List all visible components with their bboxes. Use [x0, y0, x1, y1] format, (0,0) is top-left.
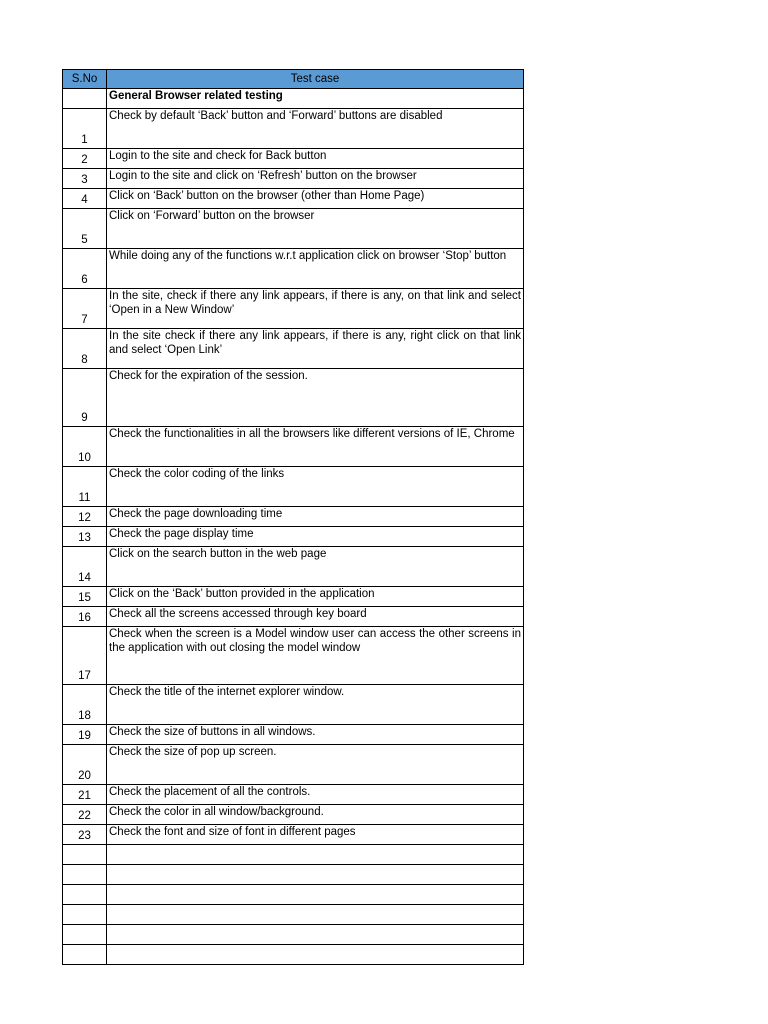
- table-row: [63, 329, 524, 369]
- test-case-cell: In the site check if there any link appears, if there is any, right click on that link and select ‘Open Link’: [107, 329, 524, 369]
- table-row: [63, 109, 524, 149]
- test-case-cell: Check the font and size of font in different pages: [107, 825, 524, 845]
- test-case-cell: Check the page downloading time: [107, 507, 524, 527]
- table-row: [63, 467, 524, 507]
- test-case-cell: Check the size of buttons in all windows.: [107, 725, 524, 745]
- test-case-column-header: Test case: [107, 70, 524, 89]
- sno-cell: 19: [63, 725, 107, 745]
- empty-cell: [107, 885, 524, 905]
- sno-cell: 7: [63, 289, 107, 329]
- empty-row: [63, 845, 524, 865]
- test-case-cell: Click on the ‘Back’ button provided in the application: [107, 587, 524, 607]
- empty-cell: [63, 845, 107, 865]
- sno-cell: 14: [63, 547, 107, 587]
- table-row: [63, 745, 524, 785]
- test-case-cell: Check the title of the internet explorer window.: [107, 685, 524, 725]
- test-case-cell: Check by default ‘Back’ button and ‘Forward’ buttons are disabled: [107, 109, 524, 149]
- sno-cell: 5: [63, 209, 107, 249]
- test-case-table: [62, 69, 524, 965]
- table-row: [63, 427, 524, 467]
- table-row: [63, 825, 524, 845]
- table-row: [63, 289, 524, 329]
- sno-cell: 9: [63, 369, 107, 427]
- sno-cell: 22: [63, 805, 107, 825]
- empty-cell: [63, 945, 107, 965]
- sno-cell: 3: [63, 169, 107, 189]
- test-case-cell: Check the color coding of the links: [107, 467, 524, 507]
- section-title: General Browser related testing: [107, 89, 524, 109]
- empty-cell: [63, 925, 107, 945]
- test-case-cell: Click on ‘Forward’ button on the browser: [107, 209, 524, 249]
- table-row: [63, 607, 524, 627]
- table-row: [63, 547, 524, 587]
- sno-cell: 17: [63, 627, 107, 685]
- sno-cell: 1: [63, 109, 107, 149]
- test-case-cell: Check the placement of all the controls.: [107, 785, 524, 805]
- section-row: [63, 89, 524, 109]
- sno-cell: 20: [63, 745, 107, 785]
- table-row: [63, 527, 524, 547]
- section-sno-cell: [63, 89, 107, 109]
- empty-cell: [63, 905, 107, 925]
- empty-cell: [63, 865, 107, 885]
- test-case-cell: Check the functionalities in all the browsers like different versions of IE, Chrome: [107, 427, 524, 467]
- test-case-cell: Login to the site and check for Back button: [107, 149, 524, 169]
- sno-cell: 15: [63, 587, 107, 607]
- table-row: [63, 725, 524, 745]
- empty-row: [63, 905, 524, 925]
- table-row: [63, 209, 524, 249]
- empty-row: [63, 925, 524, 945]
- test-case-cell: Login to the site and click on ‘Refresh’ button on the browser: [107, 169, 524, 189]
- test-case-cell: Click on ‘Back’ button on the browser (other than Home Page): [107, 189, 524, 209]
- sno-cell: 13: [63, 527, 107, 547]
- table-row: [63, 587, 524, 607]
- table-row: [63, 249, 524, 289]
- table-row: [63, 369, 524, 427]
- empty-cell: [63, 885, 107, 905]
- sno-cell: 2: [63, 149, 107, 169]
- sno-cell: 4: [63, 189, 107, 209]
- empty-row: [63, 865, 524, 885]
- test-case-cell: Check all the screens accessed through key board: [107, 607, 524, 627]
- table-header-row: [63, 70, 524, 89]
- test-case-cell: Check when the screen is a Model window user can access the other screens in the application with out closing the model window: [107, 627, 524, 685]
- empty-row: [63, 885, 524, 905]
- test-case-cell: Check the page display time: [107, 527, 524, 547]
- sno-cell: 12: [63, 507, 107, 527]
- sno-cell: 8: [63, 329, 107, 369]
- test-case-cell: While doing any of the functions w.r.t application click on browser ‘Stop’ button: [107, 249, 524, 289]
- empty-cell: [107, 945, 524, 965]
- test-case-cell: Click on the search button in the web page: [107, 547, 524, 587]
- sno-cell: 21: [63, 785, 107, 805]
- test-case-cell: Check for the expiration of the session.: [107, 369, 524, 427]
- empty-cell: [107, 905, 524, 925]
- table-row: [63, 169, 524, 189]
- sno-column-header: S.No: [63, 70, 107, 89]
- empty-row: [63, 945, 524, 965]
- test-case-cell: In the site, check if there any link appears, if there is any, on that link and select ‘Open in a New Window’: [107, 289, 524, 329]
- sno-cell: 16: [63, 607, 107, 627]
- sno-cell: 11: [63, 467, 107, 507]
- sno-cell: 6: [63, 249, 107, 289]
- empty-cell: [107, 865, 524, 885]
- test-case-cell: Check the color in all window/background.: [107, 805, 524, 825]
- table-row: [63, 627, 524, 685]
- sno-cell: 23: [63, 825, 107, 845]
- table-row: [63, 507, 524, 527]
- table-row: [63, 189, 524, 209]
- sno-cell: 18: [63, 685, 107, 725]
- table-row: [63, 149, 524, 169]
- table-row: [63, 785, 524, 805]
- test-case-cell: Check the size of pop up screen.: [107, 745, 524, 785]
- table-row: [63, 805, 524, 825]
- empty-cell: [107, 925, 524, 945]
- sno-cell: 10: [63, 427, 107, 467]
- empty-cell: [107, 845, 524, 865]
- table-row: [63, 685, 524, 725]
